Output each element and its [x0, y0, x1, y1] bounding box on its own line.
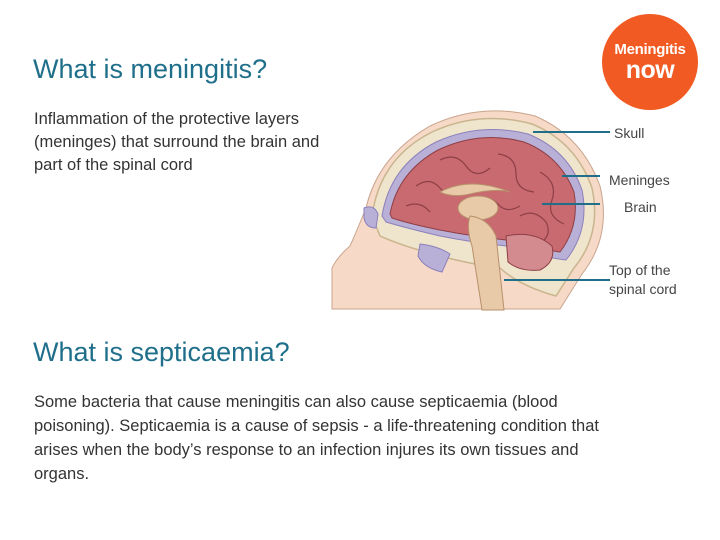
septicaemia-heading: What is septicaemia? [33, 337, 290, 367]
label-meninges: Meninges [609, 172, 670, 188]
septicaemia-definition: Some bacteria that cause meningitis can also cause septicaemia (blood poisoning). Septicaemia is a cause of sepsis - a life-threatening condition that arises when the body’s response to an infection injures its own tissues and organs. [34, 393, 599, 483]
meningitis-definition: Inflammation of the protective layers (meninges) that surround the brain and part of the spinal cord [34, 110, 320, 174]
meningitis-heading: What is meningitis? [33, 54, 268, 84]
label-spinal-line2: spinal cord [609, 281, 677, 297]
label-brain: Brain [624, 199, 657, 215]
label-spinal-line1: Top of the [609, 262, 671, 278]
thalamus [458, 196, 498, 220]
label-skull: Skull [614, 125, 645, 141]
brain-illustration [320, 96, 620, 311]
logo-line2: now [625, 56, 675, 84]
label-spinal-cord [609, 261, 677, 299]
logo-line1: Meningitis [614, 41, 686, 58]
